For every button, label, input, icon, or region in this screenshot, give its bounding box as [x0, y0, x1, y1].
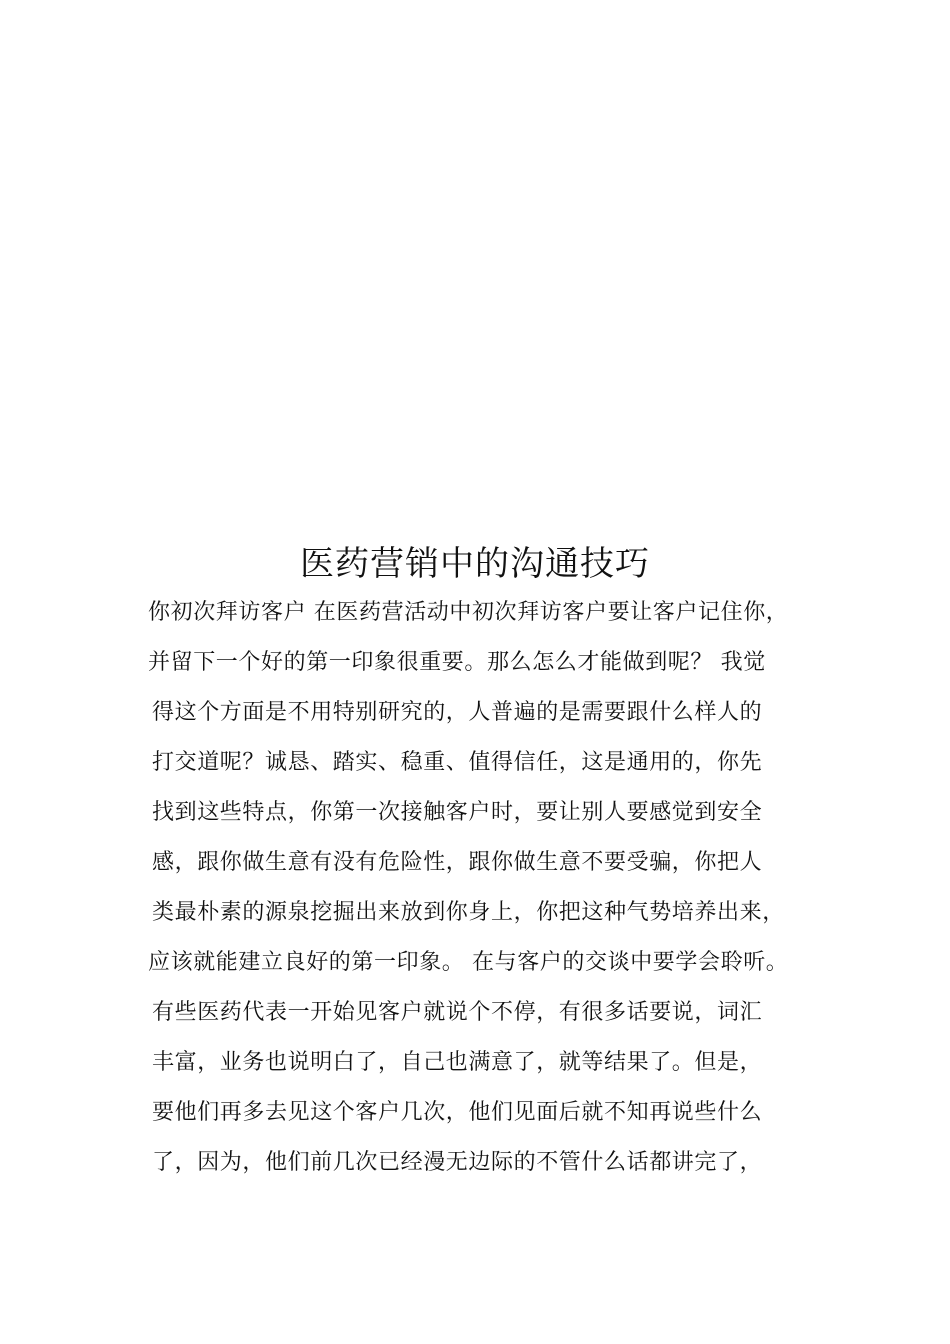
body-line-7: 类最朴素的源泉挖掘出来放到你身上，你把这种气势培养出来， [152, 900, 785, 925]
body-line-2: 并留下一个好的第一印象很重要。那么怎么才能做到呢？ 我觉 [148, 650, 766, 675]
body-line-11: 要他们再多去见这个客户几次，他们见面后就不知再说些什么 [152, 1100, 763, 1125]
body-line-5: 找到这些特点，你第一次接触客户时，要让别人要感觉到安全 [152, 800, 763, 825]
body-line-6: 感，跟你做生意有没有危险性，跟你做生意不要受骗，你把人 [152, 850, 763, 875]
body-line-12: 了，因为，他们前几次已经漫无边际的不管什么话都讲完了， [152, 1150, 763, 1175]
body-line-4: 打交道呢？诚恳、踏实、稳重、值得信任，这是通用的，你先 [152, 750, 763, 775]
body-line-8: 应该就能建立良好的第一印象。 在与客户的交谈中要学会聆听。 [148, 950, 789, 975]
body-line-3: 得这个方面是不用特别研究的，人普遍的是需要跟什么样人的 [152, 700, 763, 725]
body-line-9: 有些医药代表一开始见客户就说个不停，有很多话要说，词汇 [152, 1000, 763, 1025]
body-line-1: 你初次拜访客户 在医药营活动中初次拜访客户要让客户记住你， [148, 600, 789, 625]
body-line-10: 丰富，业务也说明白了，自己也满意了，就等结果了。但是， [152, 1050, 763, 1075]
document-title: 医药营销中的沟通技巧 [300, 544, 650, 584]
